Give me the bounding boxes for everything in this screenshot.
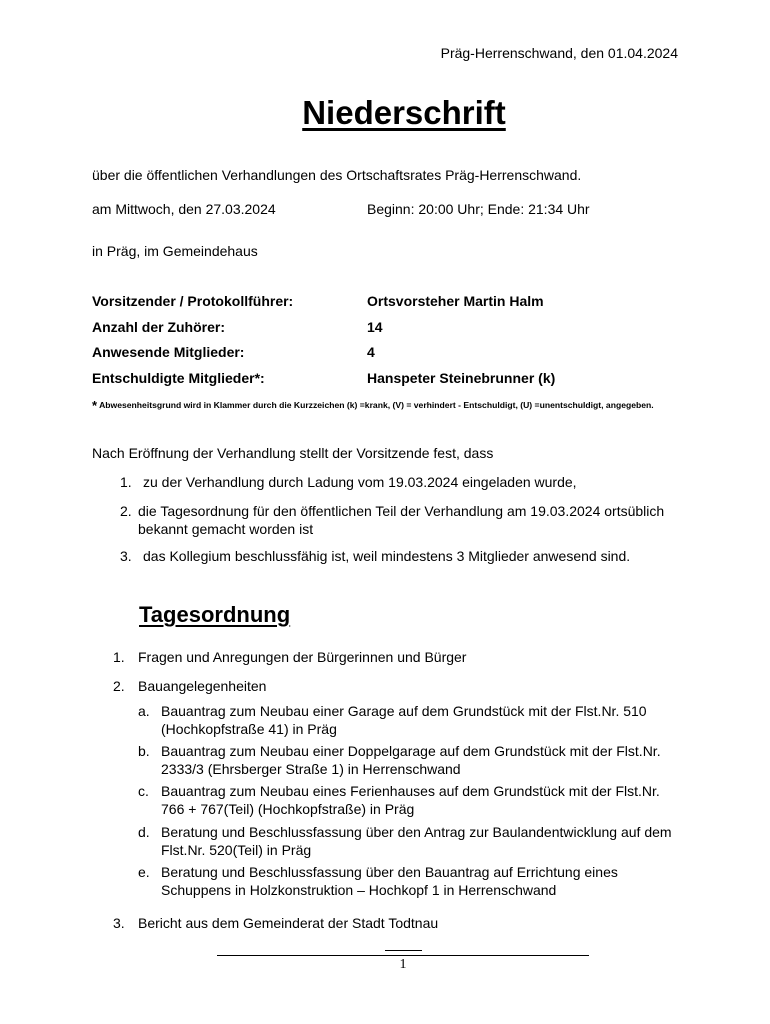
footnote-star: *	[92, 398, 98, 413]
meeting-location: in Präg, im Gemeindehaus	[92, 243, 258, 259]
page-number: 1	[399, 957, 407, 972]
attendance-value-chair: Ortsvorsteher Martin Halm	[367, 293, 544, 309]
footer-divider	[217, 955, 589, 956]
meeting-date: am Mittwoch, den 27.03.2024	[92, 201, 276, 217]
place-date-line: Präg-Herrenschwand, den 01.04.2024	[440, 45, 678, 61]
attendance-value-present: 4	[367, 344, 375, 360]
agenda-heading: Tagesordnung	[139, 602, 291, 627]
opening-text: Nach Eröffnung der Verhandlung stellt der Vorsitzende fest, dass	[92, 445, 494, 461]
attendance-label-excused: Entschuldigte Mitglieder*:	[92, 370, 265, 386]
attendance-value-audience: 14	[367, 319, 383, 335]
intro-text: über die öffentlichen Verhandlungen des Ortschaftsrates Präg-Herrenschwand.	[92, 167, 582, 183]
attendance-value-excused: Hanspeter Steinebrunner (k)	[367, 370, 556, 386]
attendance-label-chair: Vorsitzender / Protokollführer:	[92, 293, 294, 309]
meeting-time: Beginn: 20:00 Uhr; Ende: 21:34 Uhr	[367, 201, 590, 217]
document-title: Niederschrift	[302, 94, 506, 131]
attendance-label-audience: Anzahl der Zuhörer:	[92, 319, 226, 335]
footnote	[92, 398, 654, 413]
footer-divider-short	[385, 950, 422, 951]
attendance-label-present: Anwesende Mitglieder:	[92, 344, 245, 360]
footnote-text: Abwesenheitsgrund wird in Klammer durch die Kurzzeichen (k) =krank, (V) = verhindert - Entschuldigt, (U) =unentschuldigt, angegeben.	[99, 400, 654, 410]
